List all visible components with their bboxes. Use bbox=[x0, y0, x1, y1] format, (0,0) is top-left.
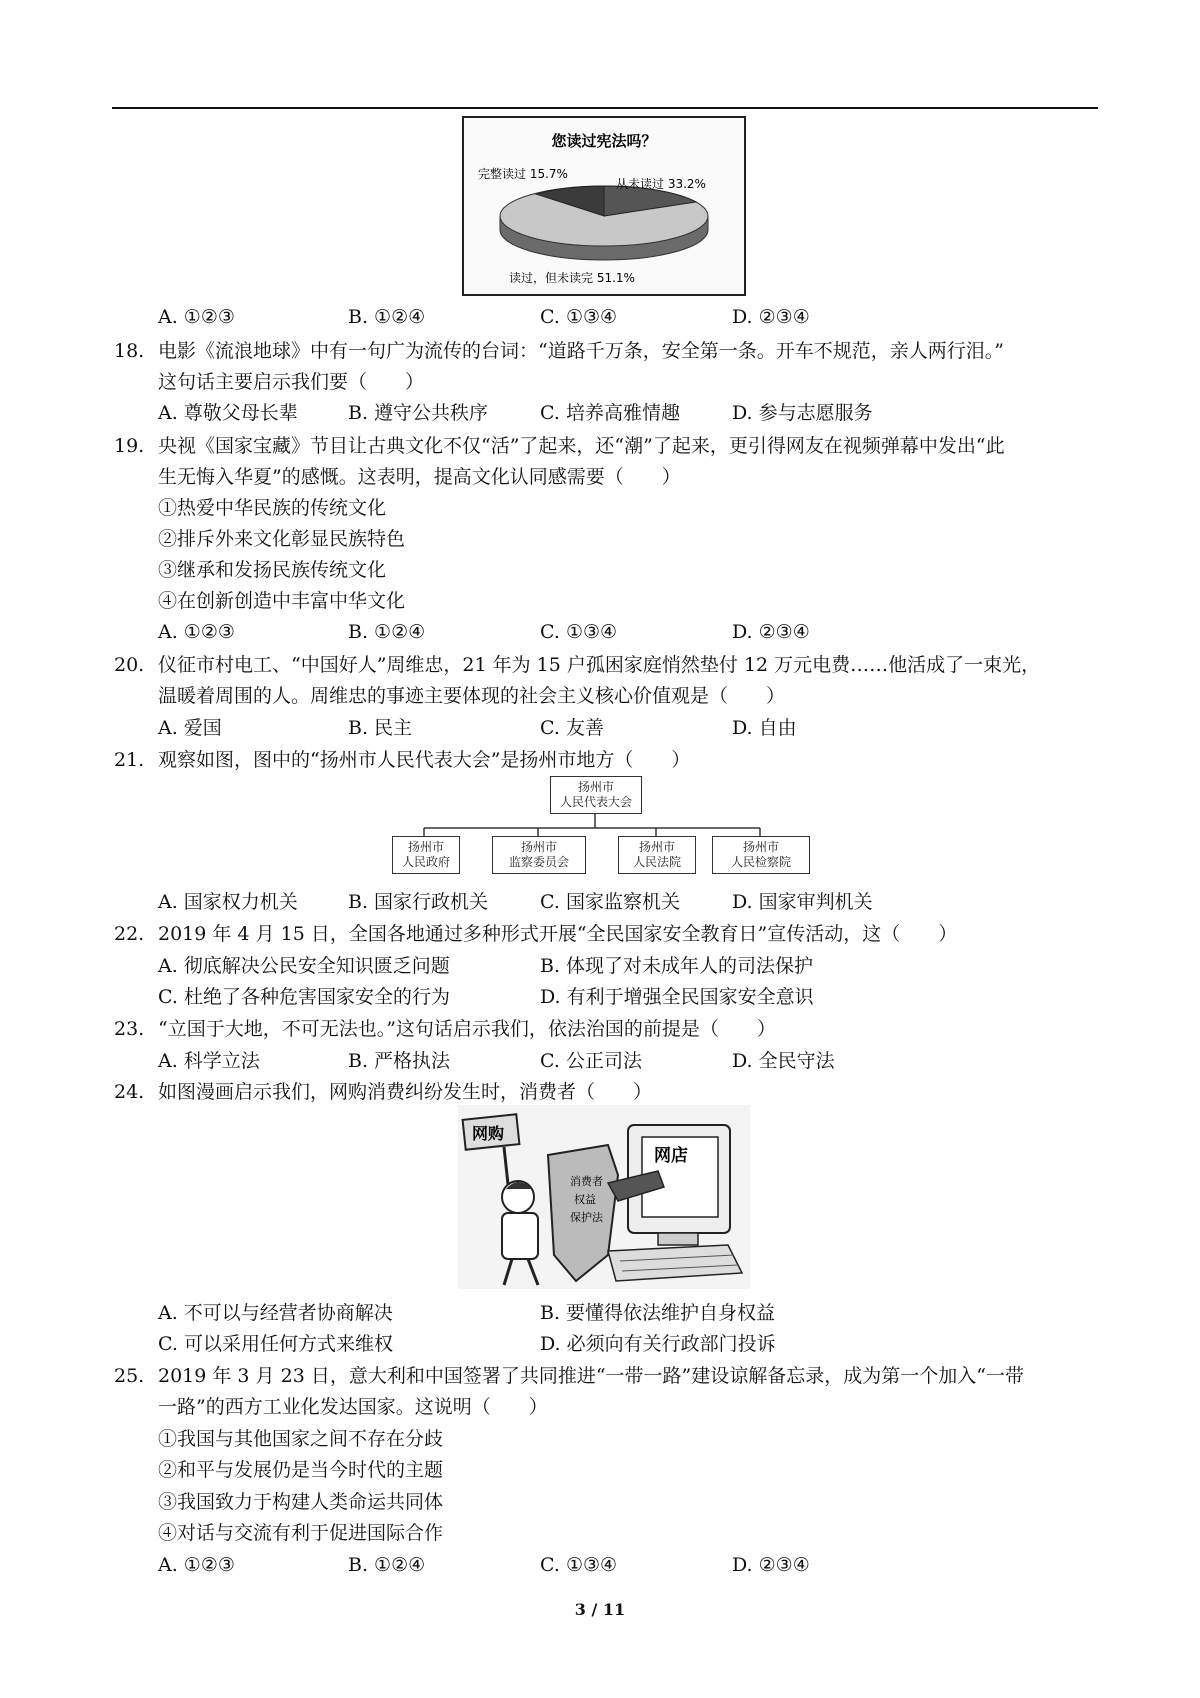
q20-option-d: D. 自由 bbox=[732, 717, 797, 739]
q20-option-b: B. 民主 bbox=[348, 717, 413, 739]
q23-number: 23. bbox=[114, 1018, 145, 1040]
q19-option-b: B. ①②④ bbox=[348, 621, 426, 643]
q23-option-b: B. 严格执法 bbox=[348, 1050, 451, 1072]
q20-option-c: C. 友善 bbox=[540, 717, 604, 739]
shield-text-3: 保护法 bbox=[570, 1211, 603, 1224]
q17-option-b: B. ①②④ bbox=[348, 306, 426, 328]
org-box-procuratorate bbox=[712, 836, 810, 874]
q24-option-c: C. 可以采用任何方式来维权 bbox=[158, 1333, 393, 1355]
q20-option-a: A. 爱国 bbox=[158, 717, 222, 739]
q25-item-3: ③我国致力于构建人类命运共同体 bbox=[158, 1491, 444, 1513]
q21-stem: 观察如图，图中的“扬州市人民代表大会”是扬州市地方（ ） bbox=[158, 749, 691, 771]
q23-option-c: C. 公正司法 bbox=[540, 1050, 642, 1072]
q22-option-b: B. 体现了对未成年人的司法保护 bbox=[540, 955, 814, 977]
q23-stem: “立国于大地，不可无法也。”这句话启示我们，依法治国的前提是（ ） bbox=[158, 1018, 776, 1040]
pie-title: 您读过宪法吗？ bbox=[551, 132, 657, 150]
q24-stem: 如图漫画启示我们，网购消费纠纷发生时，消费者（ ） bbox=[158, 1081, 653, 1103]
org-box-supervisory-commission bbox=[492, 836, 586, 874]
org-box-court-line2: 人民法院 bbox=[632, 855, 681, 869]
org-box-government bbox=[392, 836, 460, 874]
q25-option-c: C. ①③④ bbox=[540, 1554, 618, 1576]
q19-option-c: C. ①③④ bbox=[540, 621, 618, 643]
shield-text-2: 权益 bbox=[574, 1193, 596, 1206]
consumer-body bbox=[502, 1213, 538, 1259]
q18-option-b: B. 遵守公共秩序 bbox=[348, 402, 489, 424]
q22-stem: 2019 年 4 月 15 日，全国各地通过多种形式开展“全民国家安全教育日”宣传活动，这（ ） bbox=[158, 923, 958, 945]
q20-stem-line2: 温暖着周围的人。周维忠的事迹主要体现的社会主义核心价值观是（ ） bbox=[158, 685, 786, 707]
org-box-court bbox=[618, 836, 696, 874]
cartoon-figure bbox=[458, 1105, 750, 1289]
pie-label-never-read: 从未读过 33.2% bbox=[616, 177, 706, 191]
q25-item-4: ④对话与交流有利于促进国际合作 bbox=[158, 1522, 444, 1544]
q18-number: 18. bbox=[114, 340, 145, 362]
q21-option-d: D. 国家审判机关 bbox=[732, 891, 873, 913]
q19-item-4: ④在创新创造中丰富中华文化 bbox=[158, 590, 406, 612]
q19-item-2: ②排斥外来文化彰显民族特色 bbox=[158, 528, 406, 550]
q19-stem-line2: 生无悔入华夏”的感慨。这表明，提高文化认同感需要（ ） bbox=[158, 466, 681, 488]
pie-label-read-fully: 完整读过 15.7% bbox=[478, 167, 568, 181]
q19-item-3: ③继承和发扬民族传统文化 bbox=[158, 559, 387, 581]
q21-number: 21. bbox=[114, 749, 145, 771]
q17-option-a: A. ①②③ bbox=[158, 306, 235, 328]
q21-option-a: A. 国家权力机关 bbox=[158, 891, 298, 913]
q18-stem-line2: 这句话主要启示我们要（ ） bbox=[158, 371, 425, 393]
q18-option-d: D. 参与志愿服务 bbox=[732, 402, 873, 424]
q25-stem-line1: 2019 年 3 月 23 日，意大利和中国签署了共同推进“一带一路”建设谅解备忘录，成为第一个加入“一带 bbox=[158, 1365, 1024, 1387]
q17-option-c: C. ①③④ bbox=[540, 306, 618, 328]
q25-option-a: A. ①②③ bbox=[158, 1554, 235, 1576]
org-box-government-line1: 扬州市 bbox=[407, 840, 444, 854]
q22-option-d: D. 有利于增强全民国家安全意识 bbox=[540, 986, 814, 1008]
q25-option-b: B. ①②④ bbox=[348, 1554, 426, 1576]
q24-option-a: A. 不可以与经营者协商解决 bbox=[158, 1302, 393, 1324]
page-number: 3 / 11 bbox=[574, 1600, 626, 1619]
q24-option-b: B. 要懂得依法维护自身权益 bbox=[540, 1302, 776, 1324]
q24-number: 24. bbox=[114, 1081, 145, 1103]
org-box-peoples-congress bbox=[550, 776, 642, 814]
q20-stem-line1: 仪征市村电工、“中国好人”周维忠，21 年为 15 户孤困家庭悄然垫付 12 万元电费……他活成了一束光， bbox=[158, 654, 1041, 676]
q25-item-1: ①我国与其他国家之间不存在分歧 bbox=[158, 1428, 444, 1450]
q17-option-d: D. ②③④ bbox=[732, 306, 810, 328]
cartoon-drawing bbox=[458, 1105, 750, 1289]
q25-number: 25. bbox=[114, 1365, 145, 1387]
q25-option-d: D. ②③④ bbox=[732, 1554, 810, 1576]
org-box-government-line2: 人民政府 bbox=[401, 855, 450, 869]
org-box-procuratorate-line2: 人民检察院 bbox=[730, 855, 791, 869]
sign-online-shopping-text: 网购 bbox=[472, 1124, 505, 1143]
q19-stem-line1: 央视《国家宝藏》节目让古典文化不仅“活”了起来，还“潮”了起来，更引得网友在视频弹幕中发出“此 bbox=[158, 435, 1005, 457]
q22-option-a: A. 彻底解决公民安全知识匮乏问题 bbox=[158, 955, 450, 977]
q19-option-d: D. ②③④ bbox=[732, 621, 810, 643]
shield-text-1: 消费者 bbox=[570, 1175, 603, 1188]
org-box-procuratorate-line1: 扬州市 bbox=[742, 840, 779, 854]
pie-label-read-not-finished: 读过，但未读完 51.1% bbox=[509, 271, 635, 285]
org-box-peoples-congress-line2: 人民代表大会 bbox=[559, 795, 632, 809]
q25-item-2: ②和平与发展仍是当今时代的主题 bbox=[158, 1459, 444, 1481]
org-box-peoples-congress-line1: 扬州市 bbox=[577, 780, 614, 794]
q18-option-a: A. 尊敬父母长辈 bbox=[158, 402, 298, 424]
q23-option-a: A. 科学立法 bbox=[158, 1050, 260, 1072]
q22-option-c: C. 杜绝了各种危害国家安全的行为 bbox=[158, 986, 450, 1008]
q18-option-c: C. 培养高雅情趣 bbox=[540, 402, 680, 424]
pie-chart-figure bbox=[462, 116, 746, 296]
q25-stem-line2: 一路”的西方工业化发达国家。这说明（ ） bbox=[158, 1396, 548, 1418]
q23-option-d: D. 全民守法 bbox=[732, 1050, 835, 1072]
q21-option-b: B. 国家行政机关 bbox=[348, 891, 489, 913]
q20-number: 20. bbox=[114, 654, 145, 676]
q19-option-a: A. ①②③ bbox=[158, 621, 235, 643]
q21-option-c: C. 国家监察机关 bbox=[540, 891, 680, 913]
sign-online-store-text: 网店 bbox=[654, 1146, 688, 1166]
org-chart bbox=[392, 774, 822, 878]
q19-number: 19. bbox=[114, 435, 145, 457]
org-box-supervisory-commission-line1: 扬州市 bbox=[520, 840, 557, 854]
pie-chart bbox=[464, 118, 744, 294]
org-box-supervisory-commission-line2: 监察委员会 bbox=[508, 855, 569, 869]
q24-option-d: D. 必须向有关行政部门投诉 bbox=[540, 1333, 776, 1355]
org-box-court-line1: 扬州市 bbox=[638, 840, 675, 854]
header-rule bbox=[112, 107, 1098, 109]
q18-stem-line1: 电影《流浪地球》中有一句广为流传的台词：“道路千万条，安全第一条。开车不规范，亲人两行泪。” bbox=[158, 340, 1004, 362]
q22-number: 22. bbox=[114, 923, 145, 945]
q19-item-1: ①热爱中华民族的传统文化 bbox=[158, 497, 387, 519]
